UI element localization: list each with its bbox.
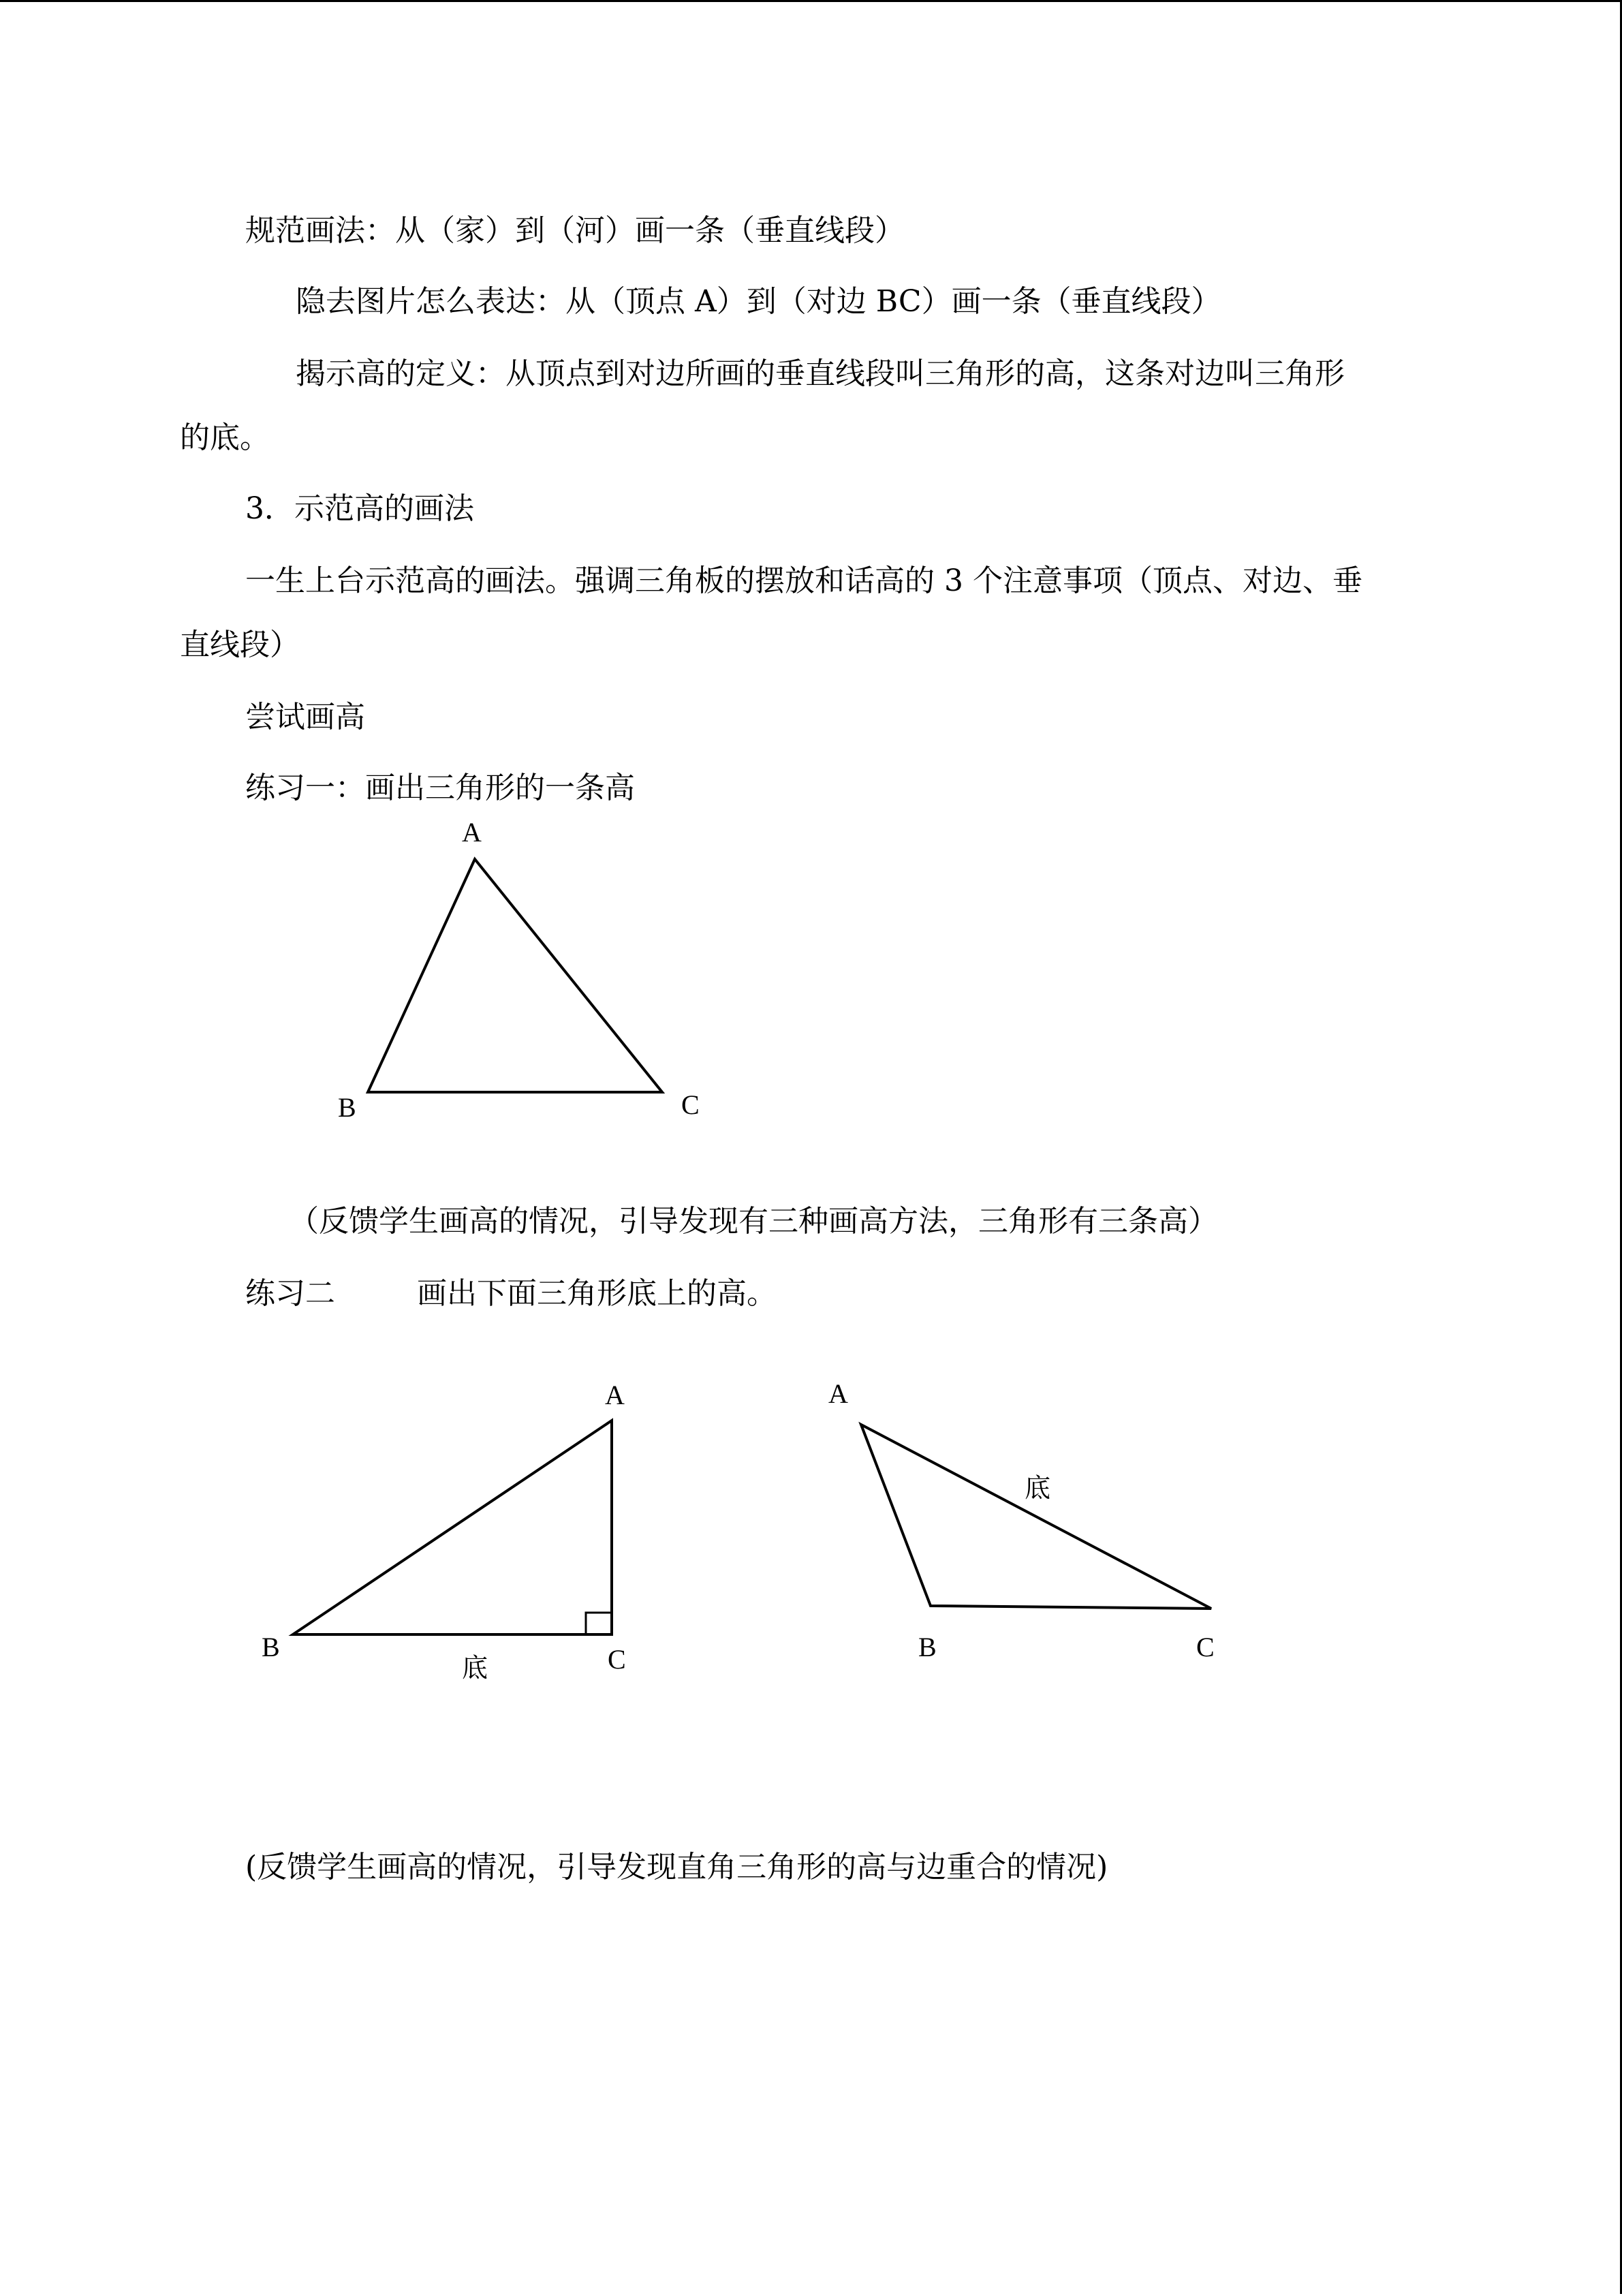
paragraph-try-drawing: 尝试画高 <box>245 700 365 734</box>
vertex-label-a: A <box>605 1380 625 1410</box>
paragraph-standard-drawing: 规范画法：从（家）到（河）画一条（垂直线段） <box>245 213 905 248</box>
exercise-one-title: 练习一：画出三角形的一条高 <box>245 771 635 805</box>
right-angle-marker <box>586 1613 612 1634</box>
exercise-two-instruction: 画出下面三角形底上的高。 <box>417 1276 777 1311</box>
triangle-figure-obtuse <box>0 2 1622 2296</box>
vertex-label-b: B <box>918 1632 937 1662</box>
vertex-label-b: B <box>338 1092 356 1123</box>
vertex-label-a: A <box>828 1378 848 1409</box>
triangle-figure-right <box>0 2 1622 2296</box>
paragraph-height-definition-line2: 的底。 <box>180 420 270 455</box>
triangle-abc-acute <box>368 859 662 1092</box>
feedback-exercise-two: (反馈学生画高的情况，引导发现直角三角形的高与边重合的情况) <box>245 1850 1108 1884</box>
triangle-abc-right <box>293 1421 612 1634</box>
vertex-label-b: B <box>262 1632 280 1662</box>
exercise-two-label: 练习二 <box>245 1276 335 1311</box>
base-label: 底 <box>462 1653 488 1683</box>
paragraph-height-definition-line1: 揭示高的定义：从顶点到对边所画的垂直线段叫三角形的高，这条对边叫三角形 <box>296 356 1345 391</box>
exercise-two-title <box>245 1273 777 1314</box>
triangle-figure-acute <box>0 2 1622 2296</box>
paragraph-hide-picture: 隐去图片怎么表达：从（顶点 A）到（对边 BC）画一条（垂直线段） <box>296 284 1221 319</box>
vertex-label-c: C <box>1196 1632 1215 1662</box>
vertex-label-c: C <box>608 1644 626 1675</box>
base-label: 底 <box>1025 1473 1051 1503</box>
feedback-exercise-one: （反馈学生画高的情况，引导发现有三种画高方法，三角形有三条高） <box>289 1204 1218 1239</box>
vertex-label-c: C <box>681 1089 700 1120</box>
paragraph-demo-line2: 直线段） <box>180 627 300 662</box>
triangle-abc-obtuse <box>861 1425 1211 1609</box>
section-heading-demo: 3．示范高的画法 <box>245 491 474 526</box>
paragraph-demo-line1: 一生上台示范高的画法。强调三角板的摆放和话高的 3 个注意事项（顶点、对边、垂 <box>245 563 1362 598</box>
vertex-label-a: A <box>462 817 482 848</box>
